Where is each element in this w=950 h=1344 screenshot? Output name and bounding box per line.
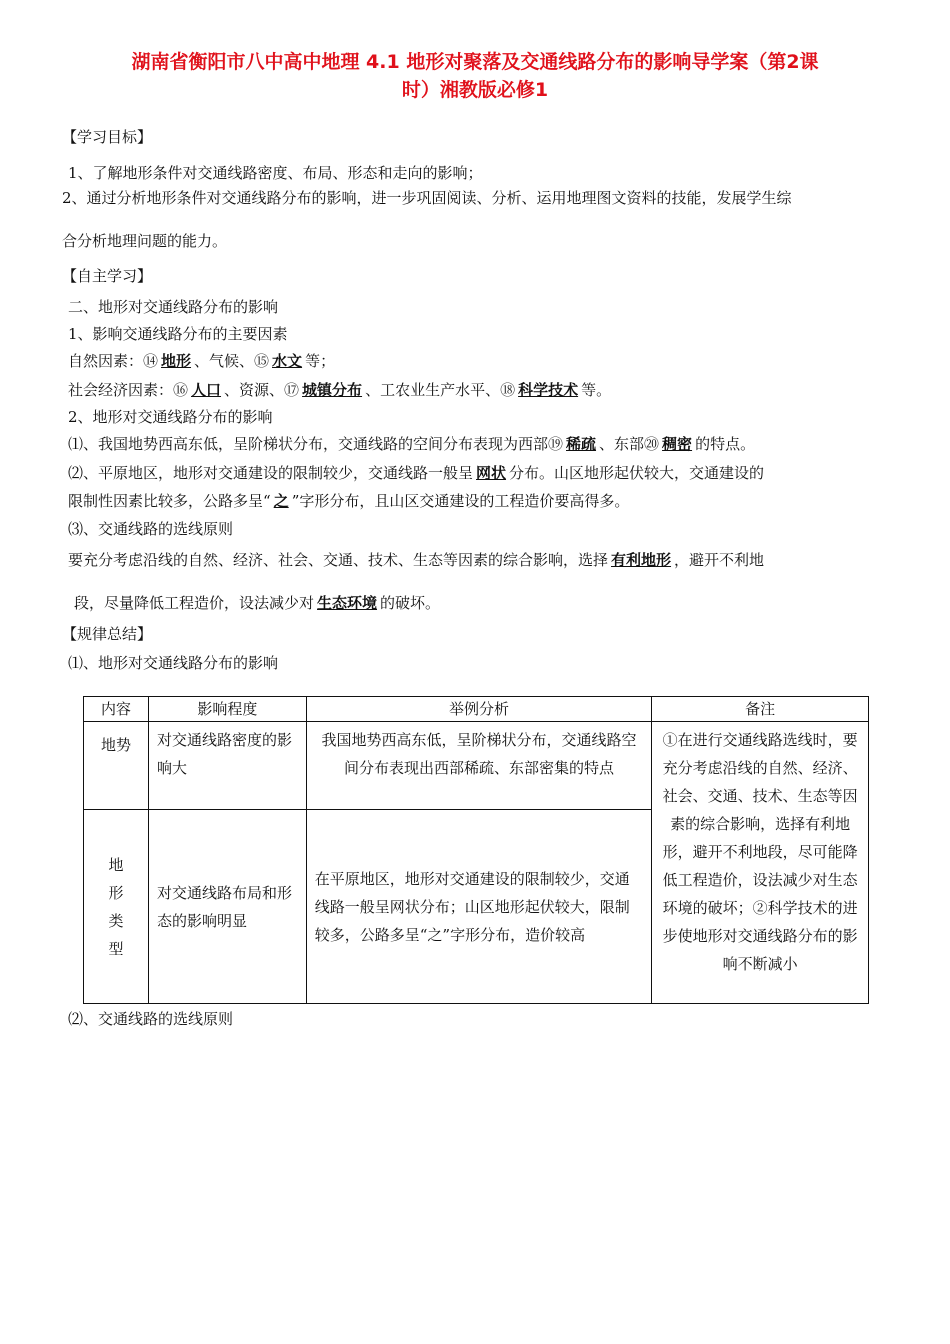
header-content: 内容 xyxy=(84,697,149,722)
natural-prefix: 自然因素：⑭ xyxy=(68,352,159,370)
summary-table xyxy=(83,696,869,1004)
goal-1: 1、了解地形条件对交通线路密度、布局、形态和走向的影响； xyxy=(68,164,483,182)
p1-end: 的特点。 xyxy=(695,435,756,453)
answer-17: 城镇分布 xyxy=(302,381,363,399)
answer-19: 稀疏 xyxy=(566,435,597,453)
answer-network: 网状 xyxy=(476,464,507,482)
social-mid-1: 、资源、⑰ xyxy=(224,381,300,399)
row2-degree: 对交通线路布局和形态的影响明显 xyxy=(148,810,306,1004)
paragraph-4 xyxy=(68,549,764,571)
p1-prefix: ⑴、我国地势西高东低，呈阶梯状分布，交通线路的空间分布表现为西部⑲ xyxy=(68,435,564,453)
social-prefix: 社会经济因素：⑯ xyxy=(68,381,189,399)
social-end: 等。 xyxy=(581,381,612,399)
row1-degree: 对交通线路密度的影响大 xyxy=(148,722,306,810)
row1-content: 地势 xyxy=(84,722,149,810)
answer-16: 人口 xyxy=(191,381,222,399)
answer-14: 地形 xyxy=(161,352,192,370)
goal-2b: 合分析地理问题的能力。 xyxy=(62,232,228,250)
answer-20: 稠密 xyxy=(662,435,693,453)
p2-prefix: ⑵、平原地区，地形对交通建设的限制较少，交通线路一般呈 xyxy=(68,464,474,482)
paragraph-3: ⑶、交通线路的选线原则 xyxy=(68,520,234,538)
summary-2: ⑵、交通线路的选线原则 xyxy=(68,1010,234,1028)
document-title xyxy=(60,48,890,104)
natural-end: 等； xyxy=(305,352,336,370)
answer-terrain: 有利地形 xyxy=(611,551,672,569)
answer-zhi: 之 xyxy=(273,492,289,510)
p4-prefix: 要充分考虑沿线的自然、经济、社会、交通、技术、生态等因素的综合影响，选择 xyxy=(68,551,609,569)
social-mid-2: 、工农业生产水平、⑱ xyxy=(365,381,516,399)
title-line-2: 时）湘教版必修1 xyxy=(401,79,549,101)
heading-2-2: 2、地形对交通线路分布的影响 xyxy=(68,408,273,426)
title-line-1: 湖南省衡阳市八中高中地理 4.1 地形对聚落及交通线路分布的影响导学案（第2课 xyxy=(131,51,819,73)
paragraph-1 xyxy=(68,433,755,455)
answer-15: 水文 xyxy=(272,352,303,370)
paragraph-2 xyxy=(68,462,764,484)
natural-factors-line xyxy=(68,350,335,372)
row-notes: ①在进行交通线路选线时，要充分考虑沿线的自然、经济、社会、交通、技术、生态等因素的综合影响，选择有利地形，避开不利地段，尽可能降低工程造价，设法减少对生态环境的破坏；②科学技术的进步使地形对交通线路分布的影响不断减小 xyxy=(652,722,869,1004)
table-row xyxy=(84,722,869,810)
table-header-row xyxy=(84,697,869,722)
goal-2a: 2、通过分析地形条件对交通线路分布的影响，进一步巩固阅读、分析、运用地理图文资料的技能，发展学生综 xyxy=(62,189,792,207)
header-notes: 备注 xyxy=(652,697,869,722)
section-learning-goals: 【学习目标】 xyxy=(62,128,153,146)
header-example: 举例分析 xyxy=(306,697,652,722)
p5-prefix: 段，尽量降低工程造价，设法减少对 xyxy=(74,594,315,612)
row1-example: 我国地势西高东低，呈阶梯状分布，交通线路空间分布表现出西部稀疏、东部密集的特点 xyxy=(306,722,652,810)
row2-example: 在平原地区，地形对交通建设的限制较少，交通线路一般呈网状分布；山区地形起伏较大，限制较多，公路多呈“之”字形分布，造价较高 xyxy=(306,810,652,1004)
answer-ecology: 生态环境 xyxy=(317,594,378,612)
p5-end: 的破坏。 xyxy=(380,594,441,612)
p4-end: ，避开不利地 xyxy=(674,551,765,569)
social-factors-line xyxy=(68,379,611,401)
heading-2: 二、地形对交通线路分布的影响 xyxy=(68,298,279,316)
p2-end: 分布。山区地形起伏较大，交通建设的 xyxy=(509,464,765,482)
heading-2-1: 1、影响交通线路分布的主要因素 xyxy=(68,325,288,343)
p2b-end: ”字形分布，且山区交通建设的工程造价要高得多。 xyxy=(291,492,630,510)
p2b-prefix: 限制性因素比较多，公路多呈“ xyxy=(68,492,271,510)
answer-18: 科学技术 xyxy=(518,381,579,399)
summary-1: ⑴、地形对交通线路分布的影响 xyxy=(68,654,279,672)
paragraph-5 xyxy=(74,592,440,614)
natural-mid: 、气候、⑮ xyxy=(194,352,270,370)
p1-mid: 、东部⑳ xyxy=(599,435,660,453)
paragraph-2b xyxy=(68,490,629,512)
section-self-study: 【自主学习】 xyxy=(62,267,153,285)
section-summary: 【规律总结】 xyxy=(62,625,153,643)
header-degree: 影响程度 xyxy=(148,697,306,722)
row2-content: 地形类型 xyxy=(84,810,149,1004)
